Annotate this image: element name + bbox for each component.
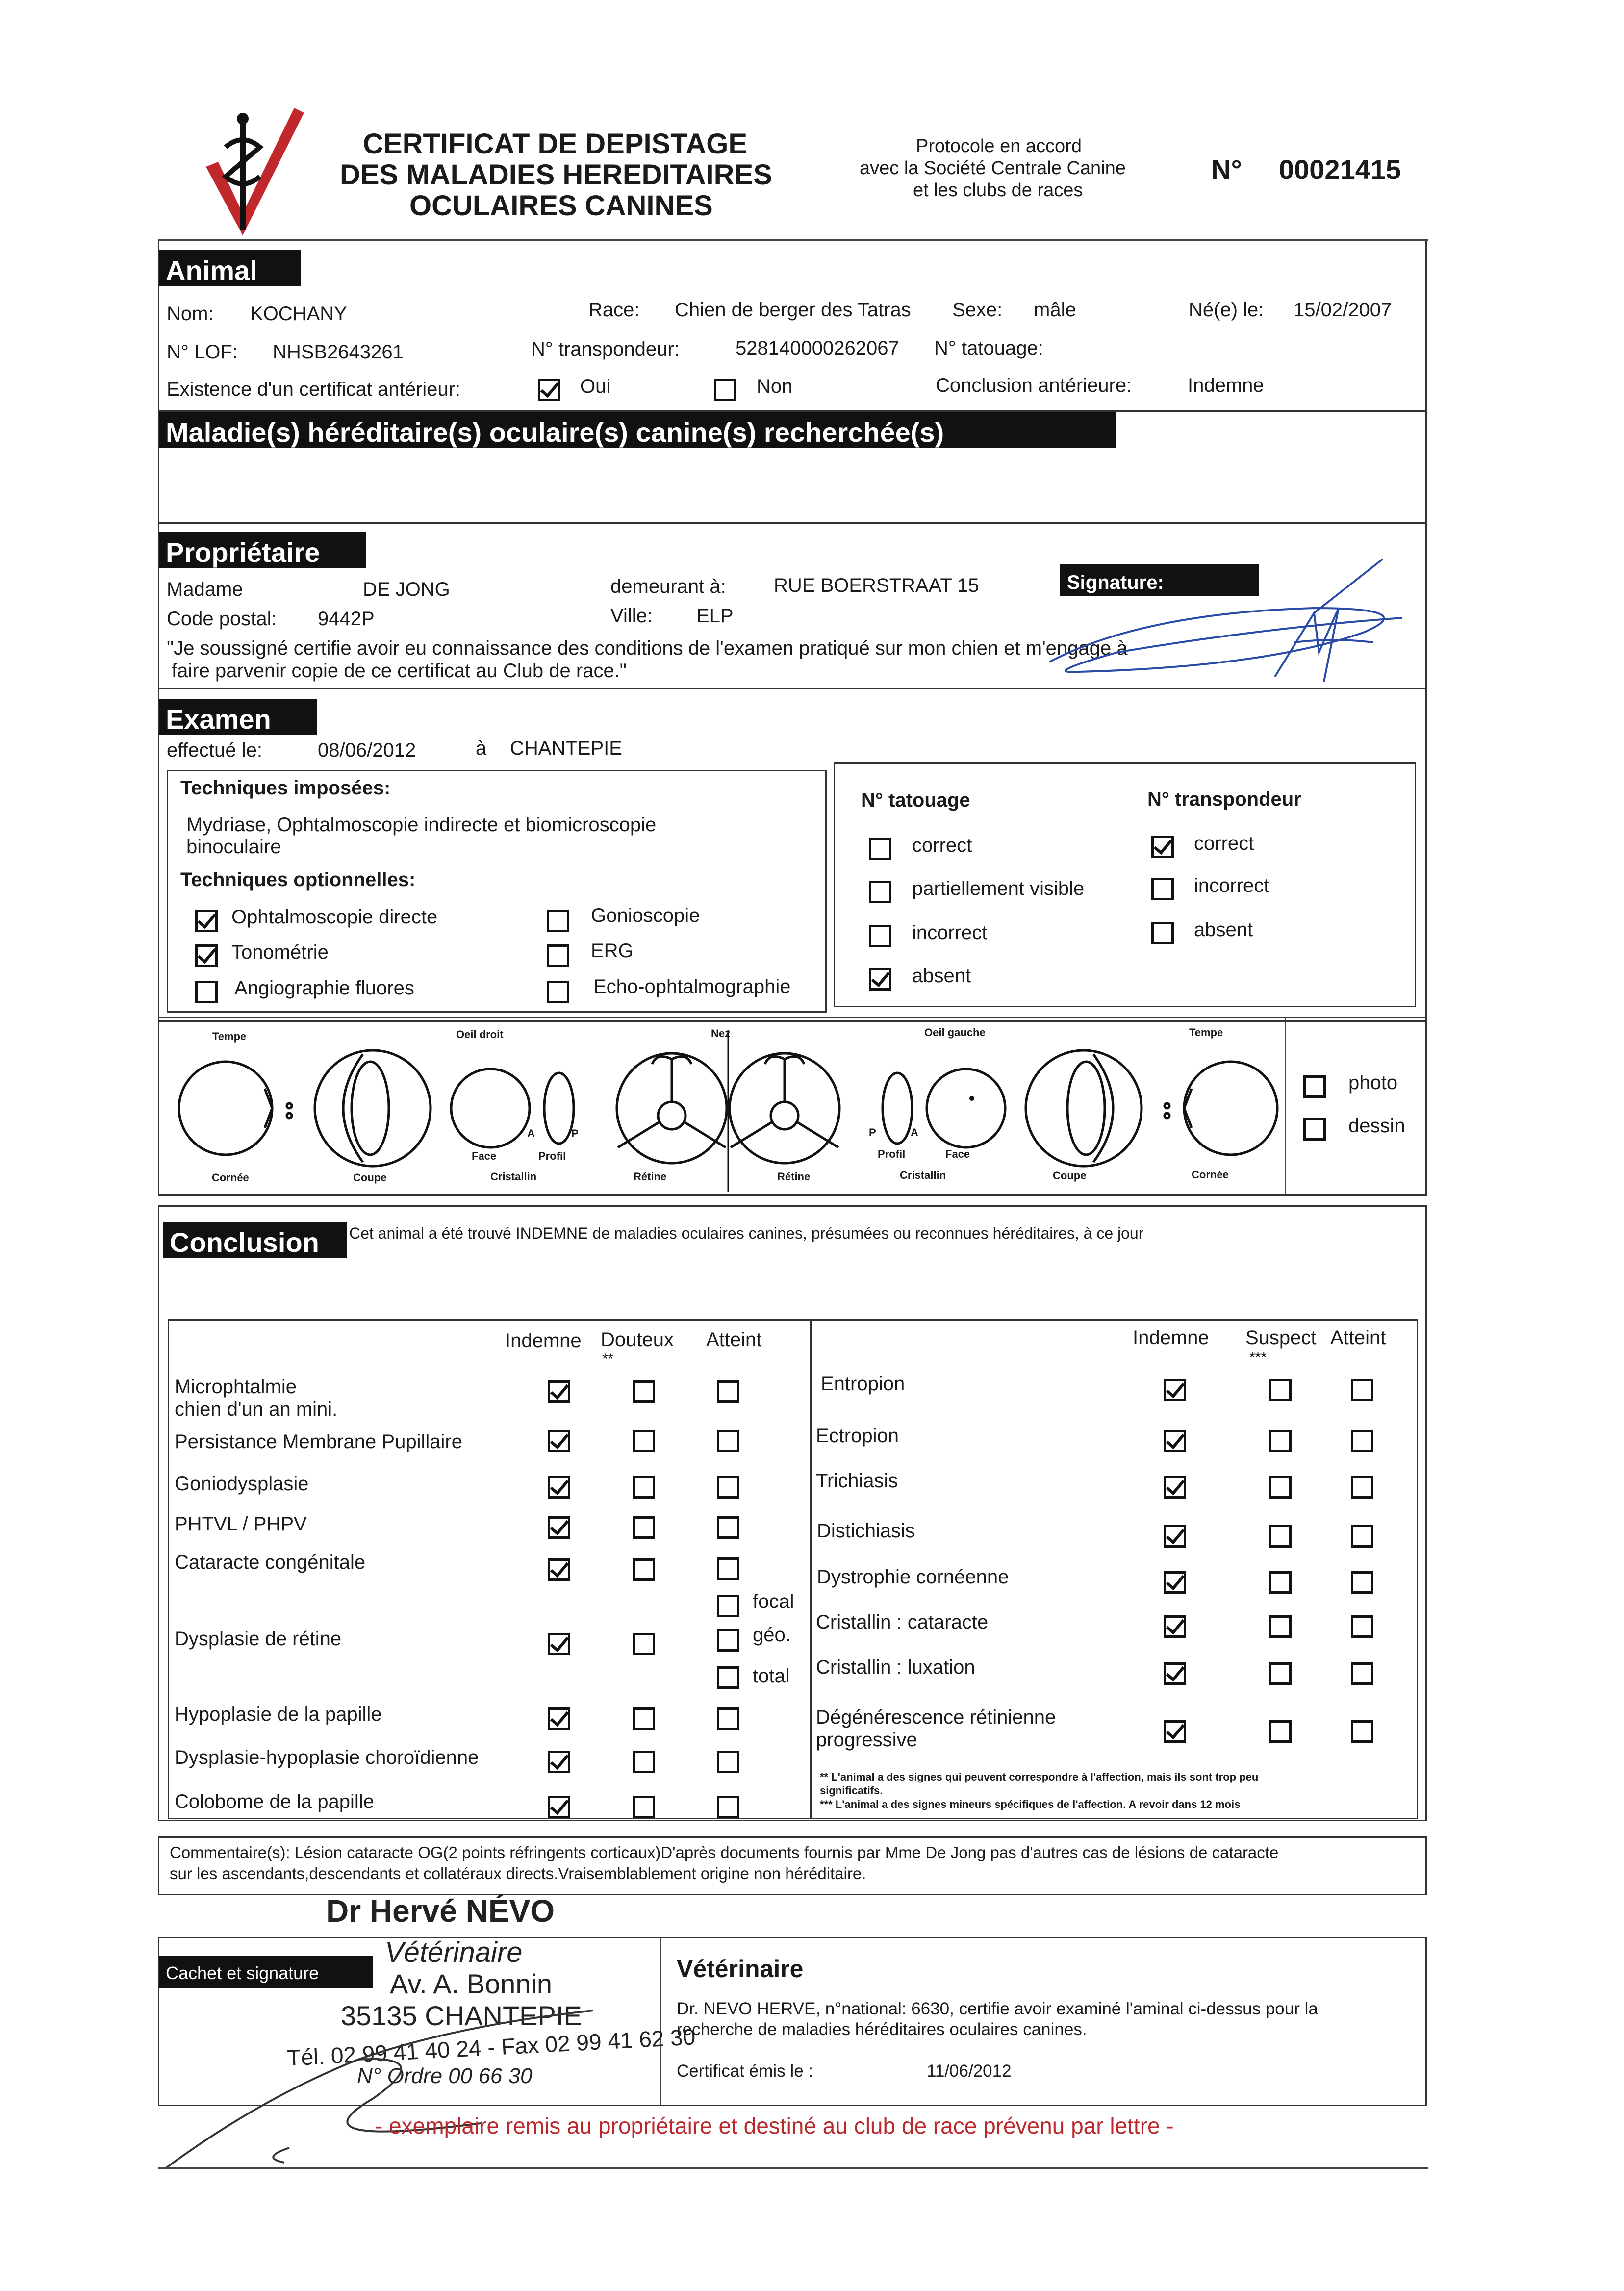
left-header-douteux: Douteux xyxy=(601,1329,674,1350)
owner-postal-code-label: Code postal: xyxy=(167,608,277,630)
option-echo-checkbox[interactable] xyxy=(547,981,569,1003)
transponder-correct-checkbox[interactable] xyxy=(1151,836,1174,858)
label-profil-right: Profil xyxy=(878,1148,906,1160)
atteint-checkbox[interactable] xyxy=(717,1557,739,1580)
label-cristallin-left: Cristallin xyxy=(490,1171,537,1183)
geo-checkbox[interactable] xyxy=(717,1629,739,1652)
douteux-checkbox[interactable] xyxy=(633,1430,655,1452)
label-oeil-gauche: Oeil gauche xyxy=(924,1026,986,1039)
atteint-checkbox[interactable] xyxy=(1351,1430,1373,1452)
owner-declaration-line-2: faire parvenir copie de ce certificat au Club de race." xyxy=(172,660,627,682)
animal-nom-value: KOCHANY xyxy=(250,303,347,325)
owner-postal-code: 9442P xyxy=(318,608,375,630)
atteint-checkbox[interactable] xyxy=(1351,1615,1373,1638)
suspect-checkbox[interactable] xyxy=(1269,1525,1292,1548)
row-label: Colobome de la papille xyxy=(175,1791,374,1812)
title-line-1: CERTIFICAT DE DEPISTAGE xyxy=(363,128,748,160)
label-p-right: P xyxy=(869,1126,876,1139)
vet-title: Vétérinaire xyxy=(677,1955,804,1983)
page-bottom-rule xyxy=(158,2167,1428,2169)
footnote-douteux-cont: significatifs. xyxy=(820,1784,883,1797)
vet-text-line-2: recherche de maladies héréditaires oculaires canines. xyxy=(677,2020,1087,2039)
protocol-line-3: et les clubs de races xyxy=(913,180,1083,201)
row-label: Microphtalmie xyxy=(175,1376,297,1398)
owner-address-label: demeurant à: xyxy=(610,576,726,597)
douteux-checkbox[interactable] xyxy=(633,1633,655,1655)
row-label: Cataracte congénitale xyxy=(175,1552,366,1573)
tattoo-correct-checkbox[interactable] xyxy=(869,838,891,860)
animal-transponder-value: 528140000262067 xyxy=(736,337,899,359)
title-line-3: OCULAIRES CANINES xyxy=(409,190,713,222)
row-label-sub: chien d'un an mini. xyxy=(175,1399,338,1420)
photo-label: photo xyxy=(1348,1072,1398,1094)
row-label: Dystrophie cornéenne xyxy=(817,1566,1009,1588)
atteint-checkbox[interactable] xyxy=(717,1476,739,1499)
tattoo-partial-label: partiellement visible xyxy=(912,878,1085,899)
indemne-checkbox[interactable] xyxy=(1164,1662,1186,1685)
techniques-imposed-line-1: Mydriase, Ophtalmoscopie indirecte et biomicroscopie xyxy=(186,814,657,836)
animal-top-rule xyxy=(158,239,1428,241)
previous-certificate-no-label: Non xyxy=(757,376,793,397)
exam-place-label: à xyxy=(476,738,487,759)
drawing-label: dessin xyxy=(1348,1115,1405,1137)
douteux-checkbox[interactable] xyxy=(633,1380,655,1403)
owner-civility: Madame xyxy=(167,579,243,600)
option-angiography-label: Angiographie fluores xyxy=(234,977,414,999)
previous-certificate-label: Existence d'un certificat antérieur: xyxy=(167,379,461,400)
left-header-douteux-stars: ** xyxy=(602,1351,614,1367)
label-coupe-left: Coupe xyxy=(353,1171,387,1184)
exam-place: CHANTEPIE xyxy=(510,738,622,759)
atteint-checkbox[interactable] xyxy=(717,1430,739,1452)
right-header-suspect: Suspect xyxy=(1245,1327,1317,1349)
owner-name: DE JONG xyxy=(363,579,450,600)
owner-declaration-line-1: "Je soussigné certifie avoir eu connaissance des conditions de l'examen pratiqué sur mon chien et m'engage à xyxy=(167,637,1128,659)
atteint-checkbox[interactable] xyxy=(1351,1525,1373,1548)
transponder-absent-label: absent xyxy=(1194,919,1253,941)
previous-certificate-no-checkbox[interactable] xyxy=(714,379,736,401)
atteint-checkbox[interactable] xyxy=(1351,1720,1373,1743)
label-oeil-droit: Oeil droit xyxy=(456,1028,504,1041)
focal-label: focal xyxy=(753,1591,794,1612)
indemne-checkbox[interactable] xyxy=(548,1558,570,1581)
douteux-checkbox[interactable] xyxy=(633,1516,655,1539)
label-face-right: Face xyxy=(945,1148,970,1160)
animal-lof-value: NHSB2643261 xyxy=(273,341,404,363)
maladies-section-title: Maladie(s) héréditaire(s) oculaire(s) canine(s) recherchée(s) xyxy=(159,412,1116,448)
label-coupe-right: Coupe xyxy=(1053,1170,1087,1182)
label-retine-right: Rétine xyxy=(777,1171,811,1183)
label-a-right: A xyxy=(911,1126,918,1139)
suspect-checkbox[interactable] xyxy=(1269,1571,1292,1594)
owner-signature-label: Signature: xyxy=(1060,564,1259,596)
label-retine-left: Rétine xyxy=(634,1171,667,1183)
exam-date: 08/06/2012 xyxy=(318,739,416,761)
tattoo-incorrect-label: incorrect xyxy=(912,922,988,943)
indemne-checkbox[interactable] xyxy=(1164,1615,1186,1638)
exam-section-title: Examen xyxy=(159,699,317,735)
tattoo-correct-label: correct xyxy=(912,835,972,856)
atteint-checkbox[interactable] xyxy=(717,1380,739,1403)
label-nez: Nez xyxy=(711,1027,731,1040)
suspect-checkbox[interactable] xyxy=(1269,1662,1292,1685)
transponder-title: N° transpondeur xyxy=(1147,789,1301,810)
protocol-line-2: avec la Société Centrale Canine xyxy=(860,158,1126,178)
label-cristallin-right: Cristallin xyxy=(900,1169,946,1181)
comment-line-1: Commentaire(s): Lésion cataracte OG(2 points réfringents corticaux)D'après documents fournis par Mme De Jong pas d'autres cas de lésions de cataracte xyxy=(170,1843,1279,1861)
label-cornee-right: Cornée xyxy=(1192,1169,1229,1181)
douteux-checkbox[interactable] xyxy=(633,1558,655,1581)
left-header-atteint: Atteint xyxy=(706,1329,762,1350)
atteint-checkbox[interactable] xyxy=(1351,1571,1373,1594)
techniques-imposed-title: Techniques imposées: xyxy=(180,777,391,799)
label-profil-left: Profil xyxy=(538,1150,566,1162)
indemne-checkbox[interactable] xyxy=(548,1380,570,1403)
stamp-line-2: Vétérinaire xyxy=(385,1936,523,1968)
atteint-checkbox[interactable] xyxy=(717,1796,739,1818)
stamp-line-1: Dr Hervé NÉVO xyxy=(326,1893,555,1929)
total-checkbox[interactable] xyxy=(717,1666,739,1689)
row-label-sub: progressive xyxy=(816,1729,917,1751)
option-gonioscopy-checkbox[interactable] xyxy=(547,910,569,932)
row-label: Goniodysplasie xyxy=(175,1473,309,1495)
right-header-suspect-stars: *** xyxy=(1249,1349,1267,1366)
conclusion-text: Cet animal a été trouvé INDEMNE de maladies oculaires canines, présumées ou reconnues héréditaires, à ce jour xyxy=(349,1224,1144,1242)
atteint-checkbox[interactable] xyxy=(717,1707,739,1730)
indemne-checkbox[interactable] xyxy=(1164,1430,1186,1452)
techniques-optional-title: Techniques optionnelles: xyxy=(180,869,416,891)
vet-cachet-label: Cachet et signature xyxy=(159,1956,373,1988)
option-gonioscopy-label: Gonioscopie xyxy=(591,905,700,926)
transponder-correct-label: correct xyxy=(1194,833,1254,854)
douteux-checkbox[interactable] xyxy=(633,1707,655,1730)
suspect-checkbox[interactable] xyxy=(1269,1379,1292,1401)
eye-diagram xyxy=(167,1025,1280,1192)
tattoo-absent-label: absent xyxy=(912,965,971,987)
animal-section-title: Animal xyxy=(159,250,301,286)
conclusion-section-title: Conclusion xyxy=(163,1222,347,1258)
indemne-checkbox[interactable] xyxy=(1164,1571,1186,1594)
previous-conclusion-value: Indemne xyxy=(1188,375,1264,396)
geo-label: géo. xyxy=(753,1624,791,1646)
row-label: Distichiasis xyxy=(817,1520,915,1542)
eye-diagram-divider xyxy=(1285,1018,1286,1195)
row-label: Entropion xyxy=(821,1373,905,1395)
tattoo-absent-checkbox[interactable] xyxy=(869,968,891,991)
animal-birth-label: Né(e) le: xyxy=(1189,299,1264,321)
left-header-indemne: Indemne xyxy=(505,1330,582,1351)
douteux-checkbox[interactable] xyxy=(633,1796,655,1818)
suspect-checkbox[interactable] xyxy=(1269,1615,1292,1638)
drawing-checkbox[interactable] xyxy=(1303,1118,1326,1141)
vet-issued-date: 11/06/2012 xyxy=(927,2062,1012,2081)
animal-lof-label: N° LOF: xyxy=(167,341,238,363)
indemne-checkbox[interactable] xyxy=(548,1751,570,1773)
footnote-douteux: ** L'animal a des signes qui peuvent correspondre à l'affection, mais ils sont trop peu xyxy=(820,1771,1259,1783)
tattoo-incorrect-checkbox[interactable] xyxy=(869,925,891,947)
footnote-suspect: *** L'animal a des signes mineurs spécifiques de l'affection. A revoir dans 12 mois xyxy=(820,1798,1241,1810)
option-erg-label: ERG xyxy=(591,940,634,962)
animal-race-label: Race: xyxy=(588,299,640,321)
label-cornee-left: Cornée xyxy=(212,1171,249,1184)
indemne-checkbox[interactable] xyxy=(548,1476,570,1499)
option-echo-label: Echo-ophtalmographie xyxy=(593,976,791,997)
owner-city: ELP xyxy=(696,605,734,627)
atteint-checkbox[interactable] xyxy=(717,1516,739,1539)
label-p-left: P xyxy=(571,1127,579,1140)
vet-text-line-1: Dr. NEVO HERVE, n°national: 6630, certifie avoir examiné l'aminal ci-dessus pour la xyxy=(677,1999,1318,2018)
footer-note: - exemplaire remis au propriétaire et destiné au club de race prévenu par lettre - xyxy=(375,2113,1174,2138)
row-label: Dysplasie-hypoplasie choroïdienne xyxy=(175,1747,479,1768)
douteux-checkbox[interactable] xyxy=(633,1476,655,1499)
total-label: total xyxy=(753,1665,790,1687)
label-face-left: Face xyxy=(472,1150,497,1162)
certificate-number: 00021415 xyxy=(1279,154,1401,185)
option-tonometry-label: Tonométrie xyxy=(231,942,329,963)
atteint-checkbox[interactable] xyxy=(717,1751,739,1773)
vet-issued-label: Certificat émis le : xyxy=(677,2062,813,2081)
owner-city-label: Ville: xyxy=(610,605,653,627)
animal-sexe-value: mâle xyxy=(1034,299,1076,321)
previous-certificate-yes-checkbox[interactable] xyxy=(538,379,560,401)
animal-nom-label: Nom: xyxy=(167,303,214,325)
right-header-atteint: Atteint xyxy=(1330,1327,1386,1349)
row-label: Persistance Membrane Pupillaire xyxy=(175,1431,462,1452)
atteint-checkbox[interactable] xyxy=(1351,1379,1373,1401)
option-direct-ophthalmoscopy-checkbox[interactable] xyxy=(195,910,218,932)
indemne-checkbox[interactable] xyxy=(1164,1720,1186,1743)
transponder-incorrect-label: incorrect xyxy=(1194,875,1269,896)
vet-handwritten-signature xyxy=(162,2001,603,2177)
animal-birth-value: 15/02/2007 xyxy=(1294,299,1392,321)
right-header-indemne: Indemne xyxy=(1133,1327,1209,1349)
tattoo-title: N° tatouage xyxy=(861,789,970,811)
suspect-checkbox[interactable] xyxy=(1269,1476,1292,1499)
techniques-imposed-line-2: binoculaire xyxy=(186,836,281,858)
logo xyxy=(196,108,309,240)
exam-date-label: effectué le: xyxy=(167,739,262,761)
row-label: Cristallin : cataracte xyxy=(816,1611,989,1633)
title-line-2: DES MALADIES HEREDITAIRES xyxy=(340,159,772,191)
indemne-checkbox[interactable] xyxy=(548,1430,570,1452)
suspect-checkbox[interactable] xyxy=(1269,1430,1292,1452)
certificate-number-label: N° xyxy=(1211,154,1242,185)
indemne-checkbox[interactable] xyxy=(548,1633,570,1655)
owner-handwritten-signature xyxy=(1020,554,1422,696)
indemne-checkbox[interactable] xyxy=(1164,1525,1186,1548)
atteint-checkbox[interactable] xyxy=(1351,1662,1373,1685)
label-a-left: A xyxy=(527,1127,535,1140)
animal-tattoo-label: N° tatouage: xyxy=(934,337,1043,359)
animal-race-value: Chien de berger des Tatras xyxy=(675,299,911,321)
owner-section-title: Propriétaire xyxy=(159,532,366,568)
row-label: Cristallin : luxation xyxy=(816,1656,975,1678)
option-direct-ophthalmoscopy-label: Ophtalmoscopie directe xyxy=(231,906,438,928)
vet-divider xyxy=(660,1937,661,2106)
indemne-checkbox[interactable] xyxy=(1164,1379,1186,1401)
owner-address: RUE BOERSTRAAT 15 xyxy=(774,575,979,596)
stamp-line-6: N° Ordre 00 66 30 xyxy=(357,2064,533,2088)
label-tempe-left: Tempe xyxy=(212,1030,247,1043)
comment-line-2: sur les ascendants,descendants et collatéraux directs.Vraisemblablement origine non héréditaire. xyxy=(170,1864,866,1883)
option-angiography-checkbox[interactable] xyxy=(195,981,218,1003)
label-tempe-right: Tempe xyxy=(1189,1026,1223,1039)
douteux-checkbox[interactable] xyxy=(633,1751,655,1773)
previous-conclusion-label: Conclusion antérieure: xyxy=(936,375,1132,396)
photo-checkbox[interactable] xyxy=(1303,1075,1326,1098)
row-label: Hypoplasie de la papille xyxy=(175,1704,382,1725)
suspect-checkbox[interactable] xyxy=(1269,1720,1292,1743)
previous-certificate-yes-label: Oui xyxy=(580,376,611,397)
stamp-line-3: Av. A. Bonnin xyxy=(390,1968,553,1999)
stamp-line-4: 35135 CHANTEPIE xyxy=(341,2000,582,2031)
tattoo-partial-checkbox[interactable] xyxy=(869,881,891,903)
transponder-absent-checkbox[interactable] xyxy=(1151,922,1174,944)
focal-checkbox[interactable] xyxy=(717,1595,739,1617)
animal-sexe-label: Sexe: xyxy=(952,299,1003,321)
transponder-incorrect-checkbox[interactable] xyxy=(1151,878,1174,900)
row-label: Dégénérescence rétinienne xyxy=(816,1706,1056,1728)
indemne-checkbox[interactable] xyxy=(548,1516,570,1539)
row-label: Ectropion xyxy=(816,1425,899,1447)
protocol-line-1: Protocole en accord xyxy=(916,136,1082,156)
animal-transponder-label: N° transpondeur: xyxy=(531,338,680,360)
indemne-checkbox[interactable] xyxy=(548,1796,570,1818)
indemne-checkbox[interactable] xyxy=(548,1707,570,1730)
indemne-checkbox[interactable] xyxy=(1164,1476,1186,1499)
stamp-line-5: Tél. 02 99 41 40 24 - Fax 02 99 41 62 30 xyxy=(286,2024,696,2071)
row-label: Trichiasis xyxy=(816,1470,898,1492)
option-erg-checkbox[interactable] xyxy=(547,944,569,967)
row-label: Dysplasie de rétine xyxy=(175,1628,342,1650)
row-label: PHTVL / PHPV xyxy=(175,1513,307,1535)
option-tonometry-checkbox[interactable] xyxy=(195,944,218,967)
atteint-checkbox[interactable] xyxy=(1351,1476,1373,1499)
